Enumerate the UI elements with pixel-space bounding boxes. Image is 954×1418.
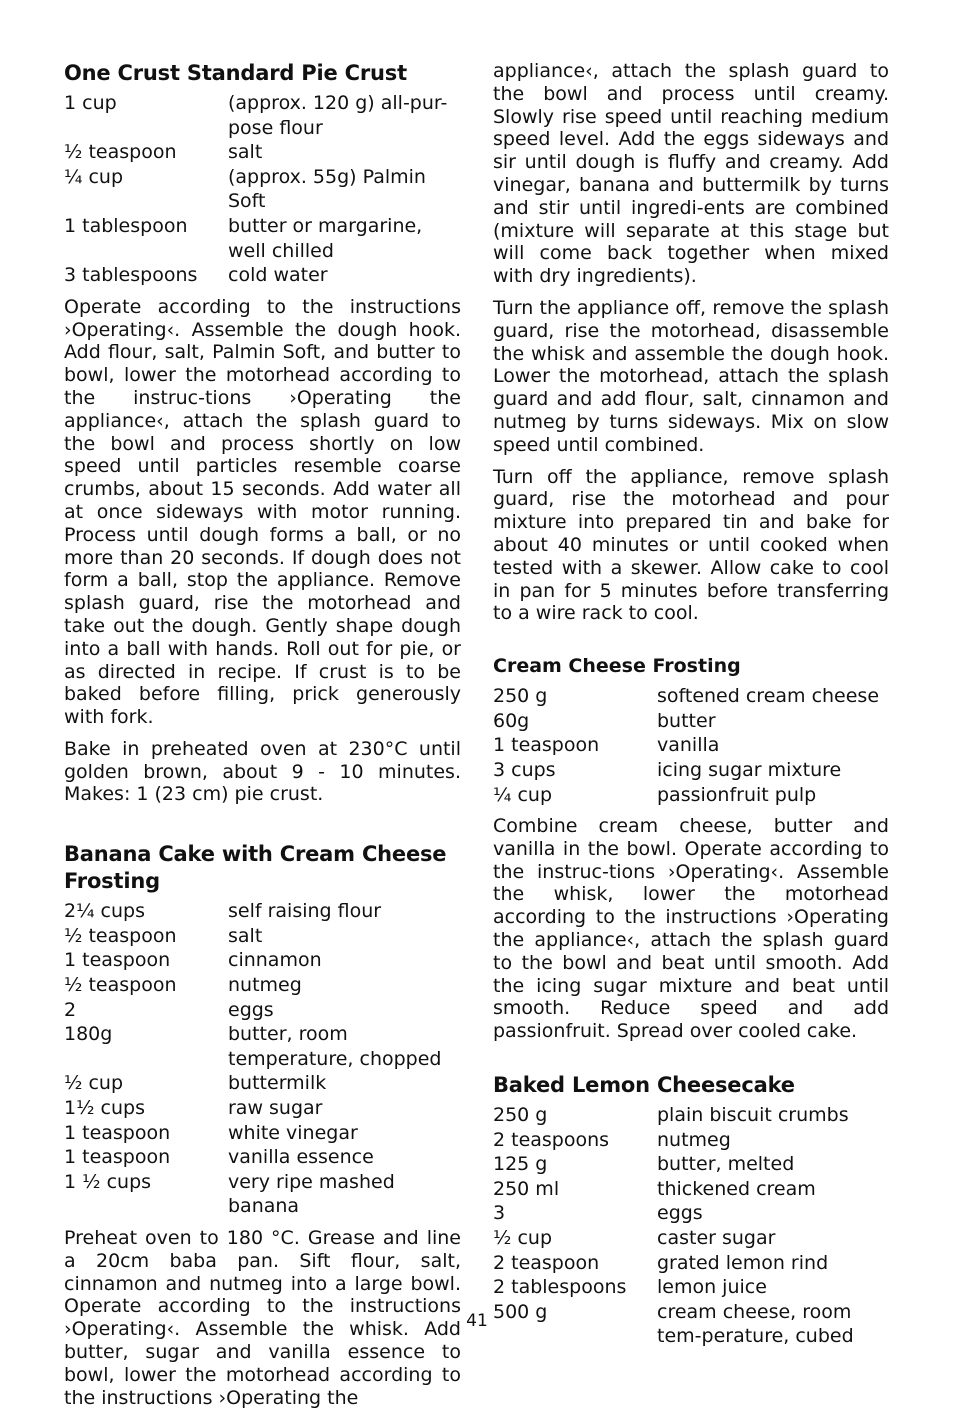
ingredient-name: caster sugar [657,1227,776,1250]
ingredient-row [64,263,461,288]
ingredient-name: buttermilk [228,1072,327,1095]
ingredient-row [493,684,889,709]
recipe-title: Banana Cake with Cream Cheese Frosting [64,842,447,894]
ingredient-row [64,91,461,140]
ingredient-quantity: ½ cup [64,1072,124,1095]
ingredient-quantity: ¼ cup [493,783,553,806]
ingredient-quantity: 2 tablespoons [493,1276,627,1299]
ingredient-name: cinnamon [228,949,322,972]
ingredient-row [493,1275,889,1300]
recipe-lemon-cheesecake [493,1072,889,1349]
ingredient-name: softened cream cheese [657,685,880,708]
ingredient-quantity: 180g [64,1023,113,1046]
ingredient-quantity: 250 ml [493,1177,560,1200]
ingredient-quantity: 1 teaspoon [64,1121,171,1144]
ingredient-quantity: ½ teaspoon [64,141,177,164]
ingredient-row [64,1145,461,1170]
ingredient-quantity: 1 cup [64,92,117,114]
ingredient-name: white vinegar [228,1121,358,1144]
recipe-subtitle: Cream Cheese Frosting [493,655,741,678]
ingredient-name: icing sugar mixture [657,758,842,781]
ingredient-quantity: 3 [493,1202,506,1225]
ingredient-list [64,899,461,1219]
ingredient-name: butter, melted [657,1153,795,1176]
ingredient-row [493,1152,889,1177]
recipe-title: One Crust Standard Pie Crust [64,61,407,85]
ingredient-name: vanilla [657,734,720,757]
ingredient-quantity: ¼ cup [64,165,124,188]
method-paragraph: Bake in preheated oven at 230°C until golden brown, about 9 - 10 minutes. Makes: 1 (23 cm) pie crust. [64,737,461,806]
ingredient-quantity: 1 ½ cups [64,1170,152,1193]
ingredient-list [493,684,889,807]
ingredient-name: butter [657,709,716,732]
ingredient-quantity: 250 g [493,685,548,708]
ingredient-quantity: 1 teaspoon [64,1146,171,1169]
ingredient-row [64,214,461,263]
ingredient-quantity: 2 [64,998,77,1021]
ingredient-name: (approx. 55g) Palmin Soft [228,165,426,213]
page-number: 41 [466,1311,488,1331]
ingredient-row [64,973,461,998]
ingredient-quantity: 500 g [493,1300,548,1323]
ingredient-name: self raising flour [228,900,382,923]
ingredient-row [64,140,461,165]
ingredient-quantity: ½ cup [493,1227,553,1250]
ingredient-quantity: 1½ cups [64,1097,145,1120]
ingredient-quantity: 2 teaspoon [493,1251,600,1274]
ingredient-name: plain biscuit crumbs [657,1104,849,1127]
recipe-title: Baked Lemon Cheesecake [493,1073,795,1098]
ingredient-name: butter, room temperature, chopped [228,1023,442,1070]
ingredient-row [64,1071,461,1096]
ingredient-name: thickened cream [657,1177,816,1200]
ingredient-name: cold water [228,264,328,287]
ingredient-row [493,758,889,783]
right-column [493,60,889,1357]
ingredient-name: nutmeg [657,1128,731,1151]
ingredient-row [493,1226,889,1251]
ingredient-name: nutmeg [228,974,302,997]
ingredient-name: salt [228,141,263,164]
method-paragraph: Operate according to the instructions ›Operating‹. Assemble the dough hook. Add flour, salt, Palmin Soft, and butter to bowl, lower the motorhead according to the instruc-tions ›Operating the appliance‹, attach the splash guard to the bowl and process shortly on low speed until particles resemble coarse crumbs, about 15 seconds. Add water all at once sideways with motor running. Process until dough forms a ball, or no more than 20 seconds. If dough does not form a ball, stop the appliance. Remove splash guard, rise the motorhead and take out the dough. Gently shape dough into a ball with hands. Roll out for pie, or as directed in recipe. If crust is to be baked before filling, prick generously with fork. [64,295,461,729]
ingredient-row [493,1177,889,1202]
ingredient-name: (approx. 120 g) all-pur-pose flour [228,92,448,139]
ingredient-row [64,924,461,949]
ingredient-row [64,899,461,924]
method-paragraph: Turn off the appliance, remove splash guard, rise the motorhead and pour mixture into prepared tin and bake for about 40 minutes or until cooked when tested with a skewer. Allow cake to cool in pan for 5 minutes before transferring to a wire rack to cool. [493,465,889,625]
left-column [64,60,461,1418]
method-paragraph: Preheat oven to 180 °C. Grease and line a 20cm baba pan. Sift flour, salt, cinnamon and nutmeg into a large bowl. Operate according to the instructions ›Operating‹. Assemble the whisk. Add butter, sugar and vanilla essence to bowl, lower the motorhead according to the instructions ›Operating the [64,1227,461,1409]
ingredient-row [493,1128,889,1153]
ingredient-name: passionfruit pulp [657,783,817,806]
ingredient-row [64,998,461,1023]
ingredient-name: raw sugar [228,1097,323,1120]
recipe-pie-crust [64,60,461,806]
ingredient-name: eggs [657,1202,703,1225]
ingredient-quantity: 60g [493,709,530,732]
ingredient-name: vanilla essence [228,1146,374,1169]
ingredient-quantity: 1 teaspoon [493,734,600,757]
ingredient-name: cream cheese, room tem-perature, cubed [657,1300,854,1348]
ingredient-list [64,91,461,288]
ingredient-row [493,733,889,758]
ingredient-row [493,709,889,734]
recipe-cream-cheese-frosting [493,654,889,1043]
ingredient-row [64,1170,461,1219]
ingredient-row [493,1103,889,1128]
ingredient-quantity: 125 g [493,1153,548,1176]
ingredient-quantity: 2¼ cups [64,900,145,923]
ingredient-row [493,1201,889,1226]
ingredient-row [493,1251,889,1276]
ingredient-name: salt [228,924,263,947]
ingredient-name: very ripe mashed banana [228,1170,395,1218]
method-paragraph: Combine cream cheese, butter and vanilla in the bowl. Operate according to the instruc-tions ›Operating‹. Assemble the whisk, lower the motorhead according to the instructions ›Operating the appliance‹, attach the splash guard to the bowl and beat until smooth. Add the icing sugar mixture and beat until smooth. Reduce speed and add passionfruit. Spread over cooled cake. [493,815,889,1043]
ingredient-name: butter or margarine, well chilled [228,214,423,262]
ingredient-row [64,1121,461,1146]
ingredient-quantity: 1 teaspoon [64,949,171,972]
ingredient-quantity: 3 tablespoons [64,264,198,287]
ingredient-quantity: 250 g [493,1104,548,1127]
recipe-banana-cake-continued [493,60,889,625]
ingredient-quantity: ½ teaspoon [64,974,177,997]
ingredient-name: grated lemon rind [657,1251,829,1274]
method-paragraph: appliance‹, attach the splash guard to the bowl and process until creamy. Slowly rise speed until reaching medium speed level. Add the eggs sideways and sir until dough is fluffy and creamy. Add vinegar, banana and buttermilk by turns and stir until ingredi-ents are combined (mixture will separate at this stage but will come back together when mixed with dry ingredients). [493,60,889,288]
method-paragraph: Turn the appliance off, remove the splash guard, rise the motorhead, disassemble the whisk and assemble the dough hook. Lower the motorhead, attach the splash guard and add flour, salt, cinnamon and nutmeg by turns sideways. Mix on slow speed until combined. [493,296,889,456]
ingredient-name: eggs [228,998,274,1021]
ingredient-row [493,783,889,808]
ingredient-row [64,165,461,214]
ingredient-row [64,948,461,973]
ingredient-name: lemon juice [657,1276,767,1299]
ingredient-quantity: 2 teaspoons [493,1128,610,1151]
ingredient-row [64,1096,461,1121]
ingredient-row [64,1022,461,1071]
ingredient-quantity: 1 tablespoon [64,214,188,237]
ingredient-quantity: ½ teaspoon [64,924,177,947]
ingredient-quantity: 3 cups [493,758,556,781]
